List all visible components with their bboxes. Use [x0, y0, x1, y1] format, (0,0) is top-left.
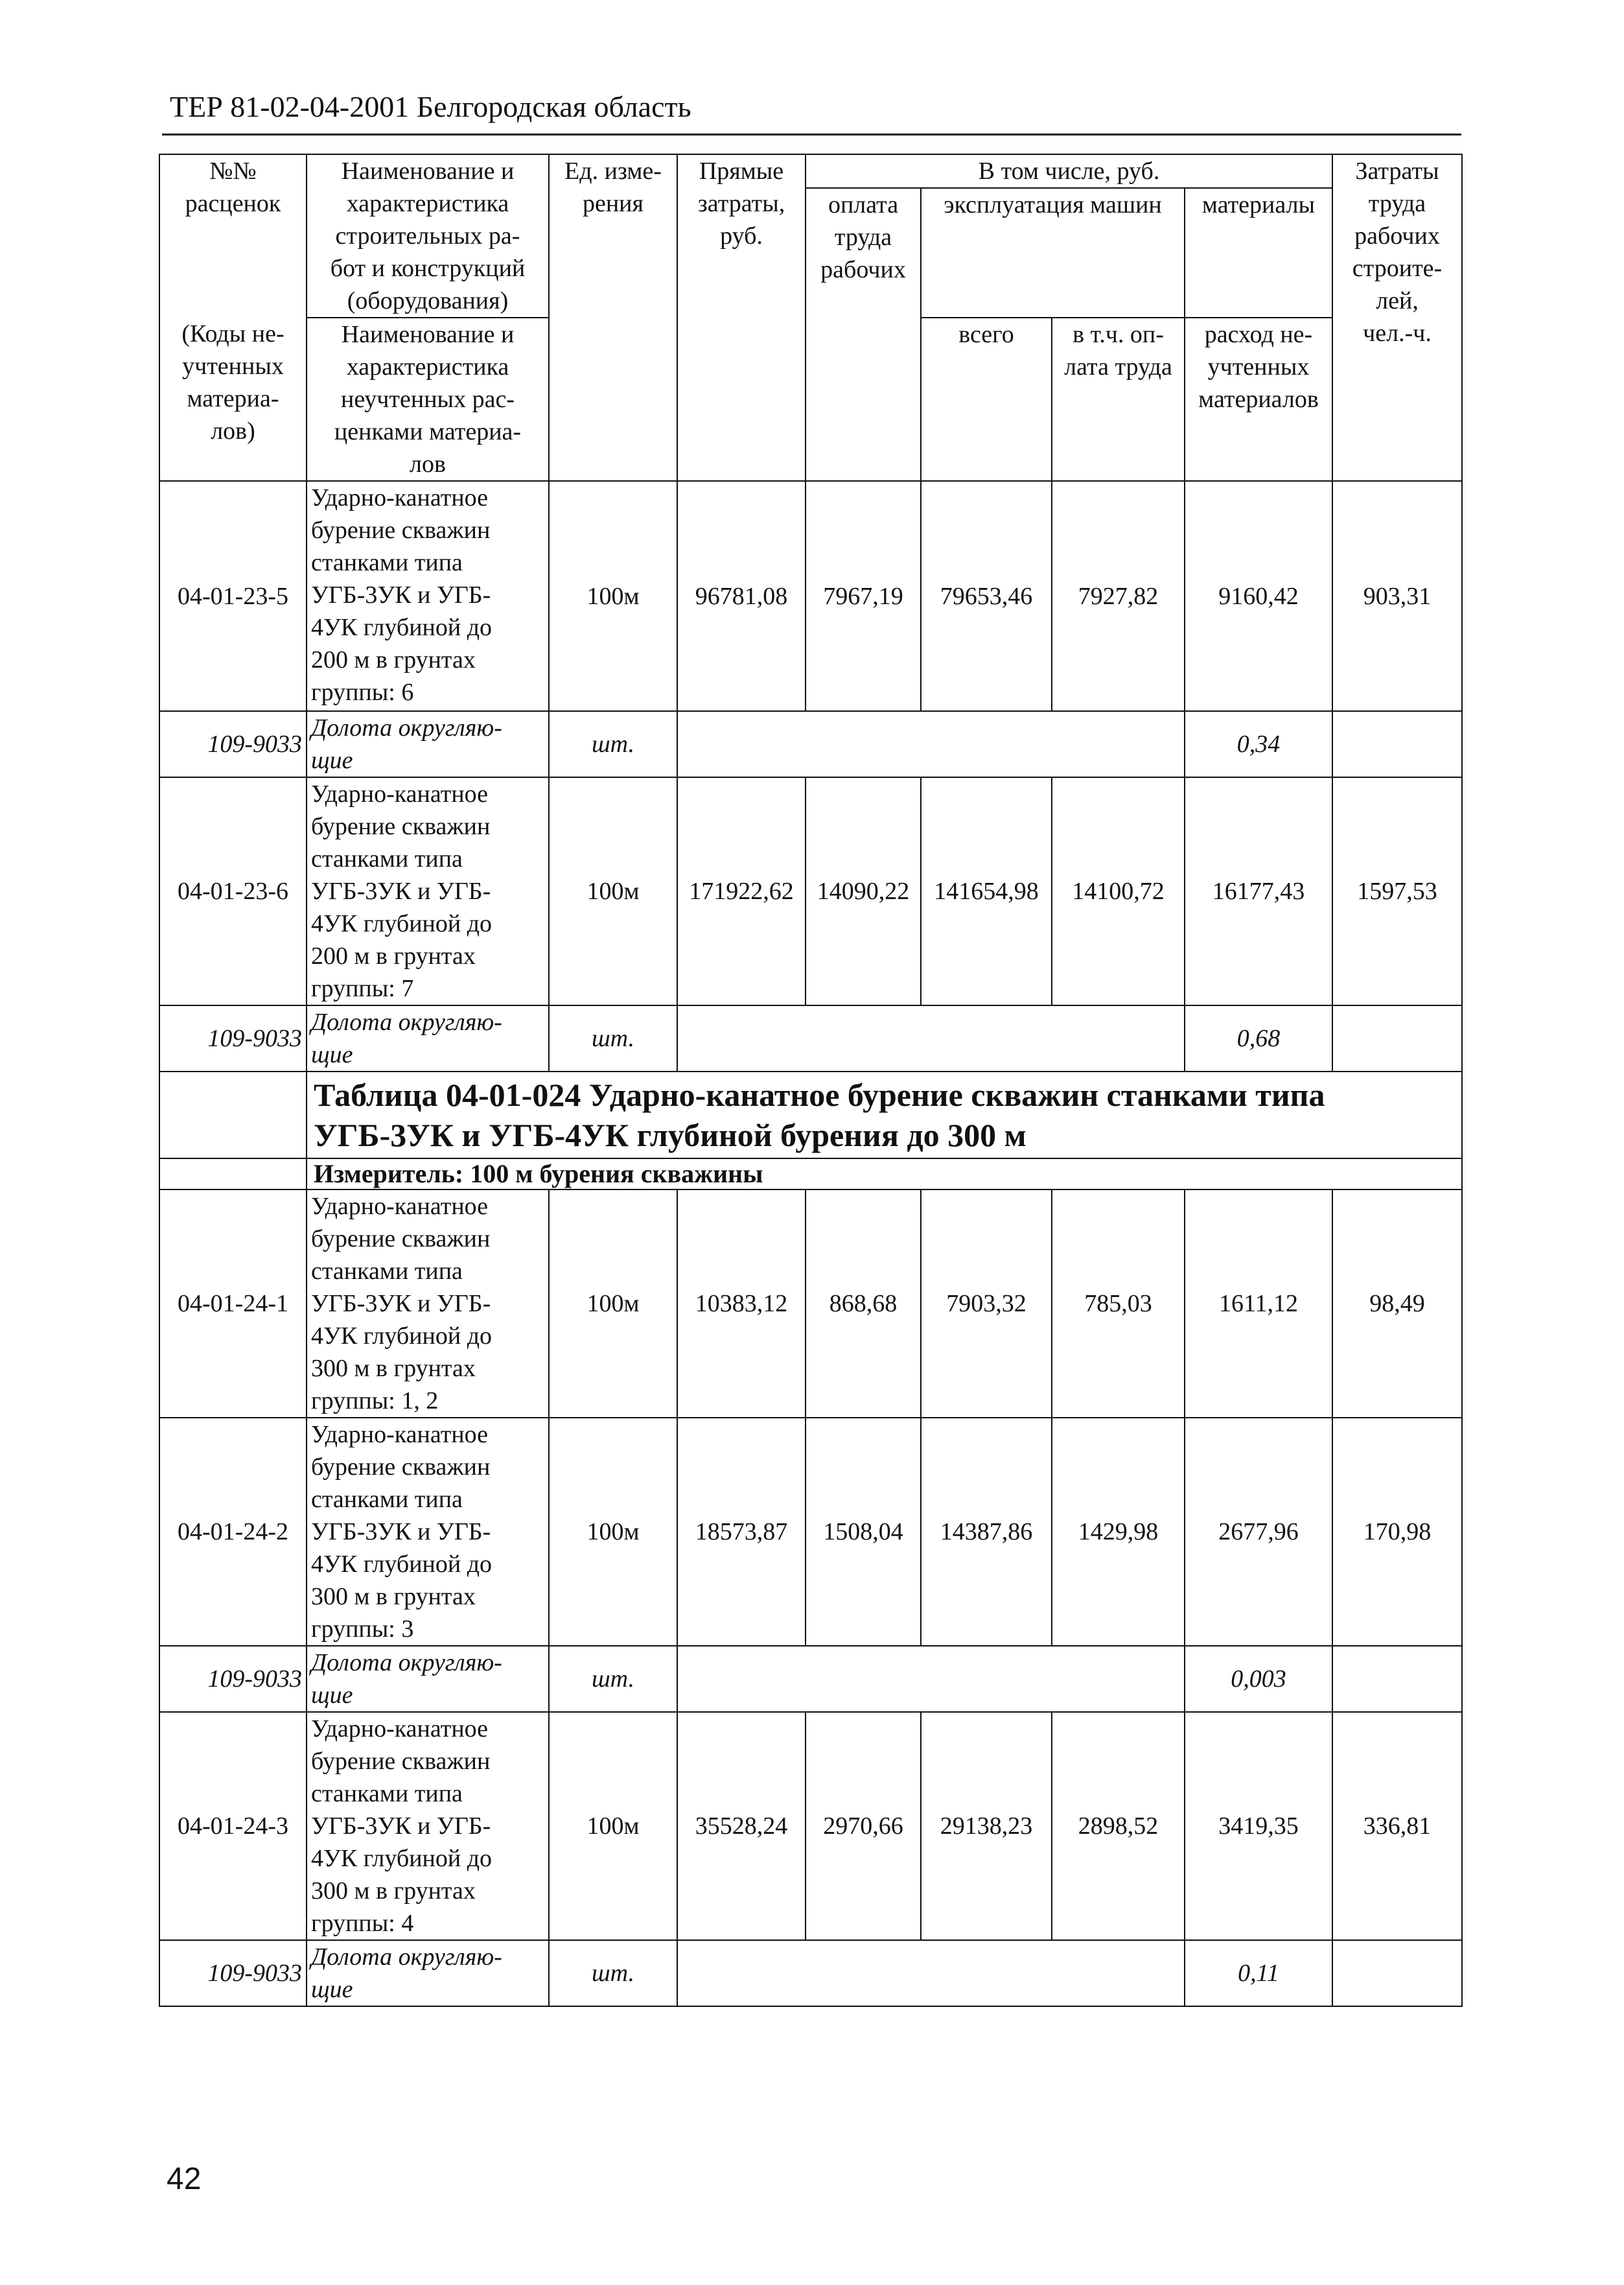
col-header-materials: материалы: [1185, 188, 1332, 318]
rate-code: 04-01-24-1: [159, 1189, 307, 1418]
material-unit: шт.: [549, 1005, 677, 1072]
rate-materials: 1611,12: [1185, 1189, 1332, 1418]
col-header-machines: эксплуатация машин: [921, 188, 1185, 318]
table-meter-row: [159, 1158, 1462, 1189]
rates-table: [159, 154, 1463, 2007]
col-header-machines-total: всего: [921, 318, 1052, 481]
section-meter: Измеритель: 100 м бурения скважины: [307, 1158, 1462, 1189]
rate-machines-total: 14387,86: [921, 1418, 1052, 1646]
rate-materials: 16177,43: [1185, 777, 1332, 1005]
material-amount: 0,68: [1185, 1005, 1332, 1072]
rate-materials: 9160,42: [1185, 481, 1332, 711]
material-code: 109-9033: [159, 1005, 307, 1072]
rate-labor: 336,81: [1332, 1712, 1462, 1940]
empty-cell: [677, 1005, 1185, 1072]
table-row: [159, 1418, 1462, 1646]
rate-name: Ударно-канатное бурение скважин станками типа УГБ-3УК и УГБ- 4УК глубиной до 200 м в грунтах группы: 6: [307, 481, 549, 711]
rate-name: Ударно-канатное бурение скважин станками типа УГБ-3УК и УГБ- 4УК глубиной до 300 м в грунтах группы: 4: [307, 1712, 549, 1940]
page-header: ТЕР 81-02-04-2001 Белгородская область: [170, 90, 691, 123]
table-row: [159, 1646, 1462, 1712]
header-rule: [162, 134, 1461, 135]
rate-code: 04-01-24-2: [159, 1418, 307, 1646]
table-row: [159, 481, 1462, 711]
empty-cell: [677, 1646, 1185, 1712]
col-header-direct: Прямые затраты, руб.: [677, 154, 806, 481]
rate-code: 04-01-23-6: [159, 777, 307, 1005]
table-title-row: [159, 1072, 1462, 1158]
rate-unit: 100м: [549, 1712, 677, 1940]
col-header-name2: Наименование и характеристика неучтенных рас- ценками материа- лов: [307, 318, 549, 481]
rate-materials: 3419,35: [1185, 1712, 1332, 1940]
col-header-labor: Затраты труда рабочих строите- лей, чел.-ч.: [1332, 154, 1462, 481]
rate-direct: 18573,87: [677, 1418, 806, 1646]
rate-machines-wages: 14100,72: [1052, 777, 1185, 1005]
rate-labor: 903,31: [1332, 481, 1462, 711]
empty-cell: [677, 711, 1185, 777]
col-header-unit: Ед. изме- рения: [549, 154, 677, 481]
empty-cell: [159, 1158, 307, 1189]
col-header-materials-unaccounted: расход не- учтенных материалов: [1185, 318, 1332, 481]
rate-materials: 2677,96: [1185, 1418, 1332, 1646]
rate-wages: 7967,19: [806, 481, 921, 711]
material-amount: 0,34: [1185, 711, 1332, 777]
table-row: [159, 711, 1462, 777]
rate-unit: 100м: [549, 777, 677, 1005]
rate-wages: 14090,22: [806, 777, 921, 1005]
rate-machines-total: 7903,32: [921, 1189, 1052, 1418]
rate-code: 04-01-24-3: [159, 1712, 307, 1940]
rate-direct: 171922,62: [677, 777, 806, 1005]
rate-unit: 100м: [549, 1418, 677, 1646]
rate-labor: 170,98: [1332, 1418, 1462, 1646]
rate-name: Ударно-канатное бурение скважин станками типа УГБ-3УК и УГБ- 4УК глубиной до 300 м в грунтах группы: 1, 2: [307, 1189, 549, 1418]
material-unit: шт.: [549, 1940, 677, 2006]
empty-cell: [677, 1940, 1185, 2006]
material-code: 109-9033: [159, 1646, 307, 1712]
rate-machines-wages: 785,03: [1052, 1189, 1185, 1418]
material-unit: шт.: [549, 1646, 677, 1712]
material-amount: 0,003: [1185, 1646, 1332, 1712]
rate-wages: 1508,04: [806, 1418, 921, 1646]
empty-cell: [159, 1072, 307, 1158]
rate-machines-total: 29138,23: [921, 1712, 1052, 1940]
material-unit: шт.: [549, 711, 677, 777]
material-amount: 0,11: [1185, 1940, 1332, 2006]
col-header-wages: оплата труда рабочих: [806, 188, 921, 481]
material-name: Долота округляю- щие: [307, 1646, 549, 1712]
rate-direct: 35528,24: [677, 1712, 806, 1940]
col-header-code2: (Коды не- учтенных материа- лов): [159, 318, 307, 481]
empty-cell: [1332, 711, 1462, 777]
table-row: [159, 1189, 1462, 1418]
material-name: Долота округляю- щие: [307, 711, 549, 777]
empty-cell: [1332, 1940, 1462, 2006]
rate-labor: 98,49: [1332, 1189, 1462, 1418]
material-name: Долота округляю- щие: [307, 1940, 549, 2006]
rate-machines-wages: 1429,98: [1052, 1418, 1185, 1646]
rate-name: Ударно-канатное бурение скважин станками типа УГБ-3УК и УГБ- 4УК глубиной до 200 м в грунтах группы: 7: [307, 777, 549, 1005]
rate-direct: 10383,12: [677, 1189, 806, 1418]
material-code: 109-9033: [159, 711, 307, 777]
page-number: 42: [167, 2162, 202, 2196]
rate-machines-total: 79653,46: [921, 481, 1052, 711]
rate-wages: 868,68: [806, 1189, 921, 1418]
header-row-1: [159, 154, 1462, 188]
rate-name: Ударно-канатное бурение скважин станками типа УГБ-3УК и УГБ- 4УК глубиной до 300 м в грунтах группы: 3: [307, 1418, 549, 1646]
rate-wages: 2970,66: [806, 1712, 921, 1940]
rate-machines-wages: 2898,52: [1052, 1712, 1185, 1940]
rate-labor: 1597,53: [1332, 777, 1462, 1005]
col-header-including: В том числе, руб.: [806, 154, 1332, 188]
table-row: [159, 1712, 1462, 1940]
material-name: Долота округляю- щие: [307, 1005, 549, 1072]
material-code: 109-9033: [159, 1940, 307, 2006]
rate-machines-wages: 7927,82: [1052, 481, 1185, 711]
rate-unit: 100м: [549, 1189, 677, 1418]
rate-unit: 100м: [549, 481, 677, 711]
rate-machines-total: 141654,98: [921, 777, 1052, 1005]
table-row: [159, 777, 1462, 1005]
col-header-name: Наименование и характеристика строительных ра- бот и конструкций (оборудования): [307, 154, 549, 318]
empty-cell: [1332, 1005, 1462, 1072]
col-header-machines-wages: в т.ч. оп- лата труда: [1052, 318, 1185, 481]
table-row: [159, 1005, 1462, 1072]
table-row: [159, 1940, 1462, 2006]
rate-direct: 96781,08: [677, 481, 806, 711]
col-header-code: №№ расценок: [159, 154, 307, 318]
section-title: Таблица 04-01-024 Ударно-канатное бурение скважин станками типа УГБ-3УК и УГБ-4УК глубиной бурения до 300 м: [307, 1072, 1462, 1158]
empty-cell: [1332, 1646, 1462, 1712]
rate-code: 04-01-23-5: [159, 481, 307, 711]
